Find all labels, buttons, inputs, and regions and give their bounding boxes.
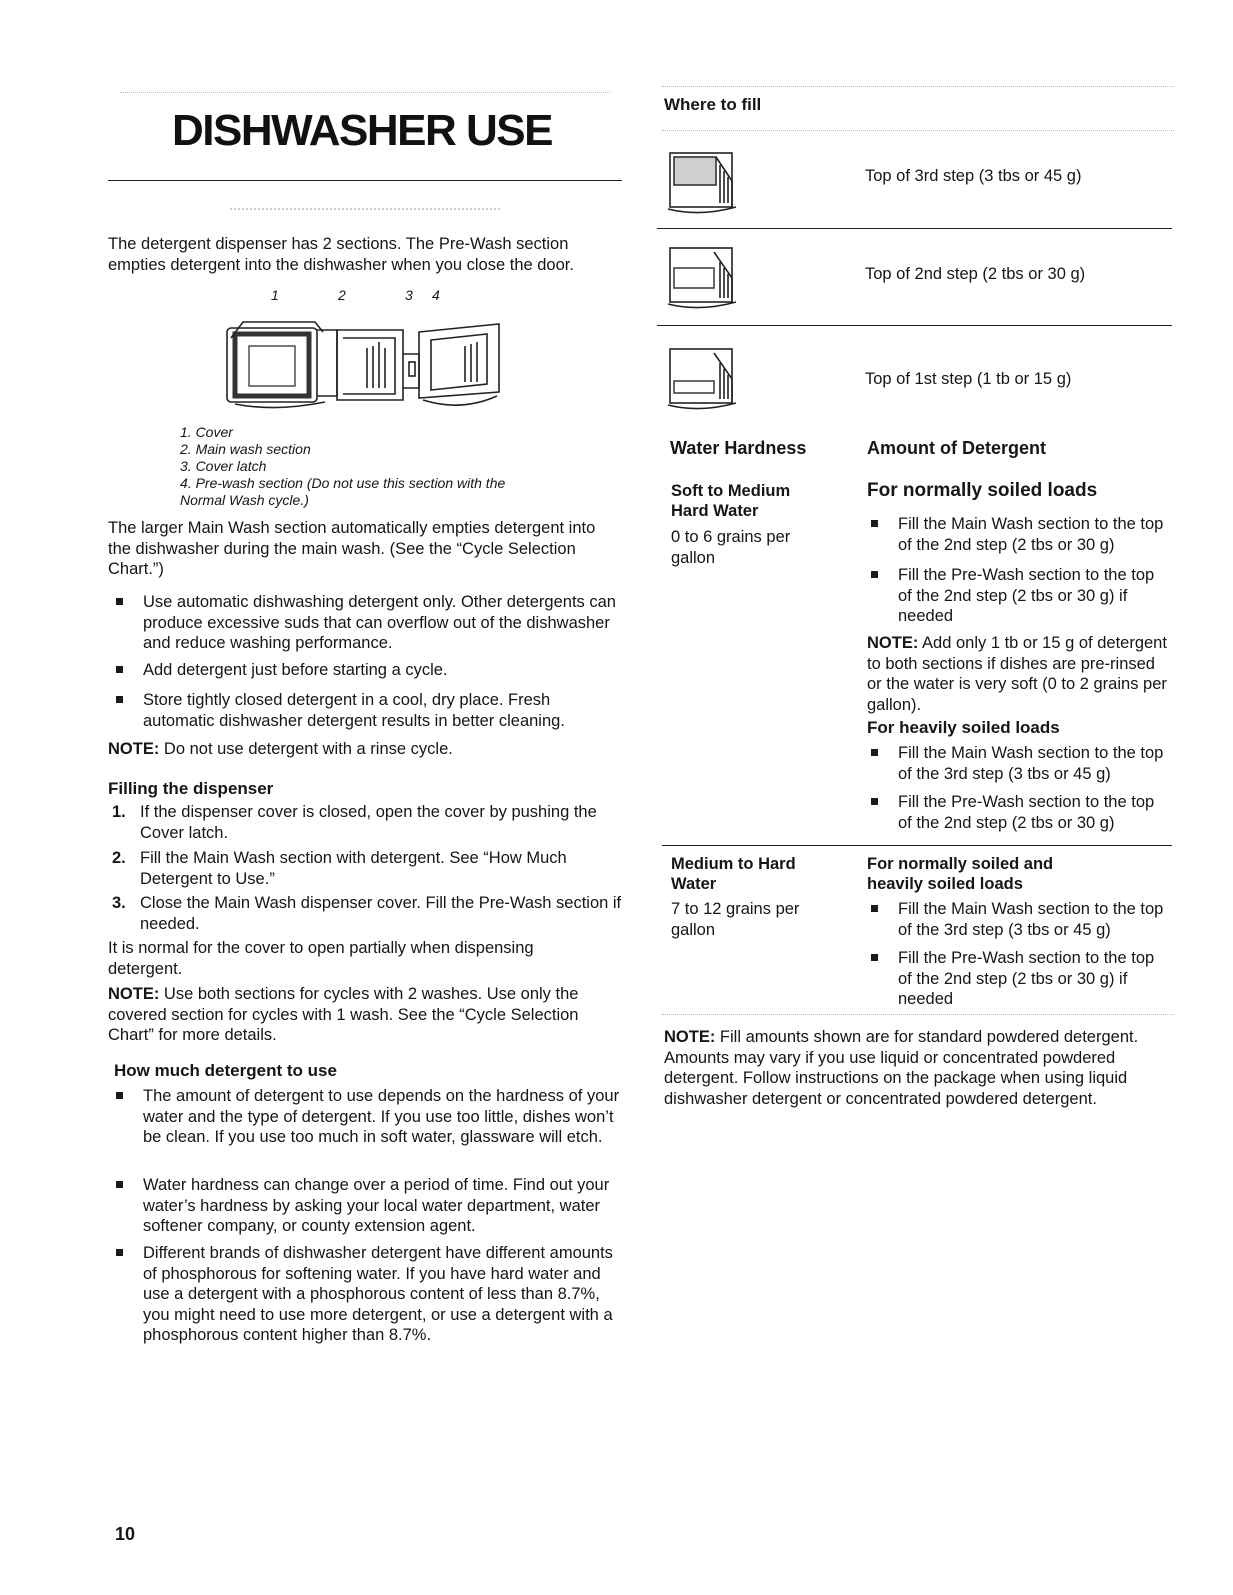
bullet-text: Fill the Main Wash section to the top of the 2nd step (2 tbs or 30 g) [898, 515, 1164, 554]
bullet-text: Fill the Pre-Wash section to the top of the 2nd step (2 tbs or 30 g) [898, 793, 1155, 832]
callout-3: 3 [405, 287, 413, 303]
fill-level-1-icon [664, 343, 754, 411]
figure-label-cover: 1. Cover [180, 424, 233, 440]
page-number: 10 [115, 1524, 136, 1544]
col-header-water-hardness: Water Hardness [670, 438, 807, 458]
bullet-text: Store tightly closed detergent in a cool, dry place. Fresh automatic dishwasher detergent results in better cleaning. [143, 691, 565, 730]
heavy-loads-heading: For heavily soiled loads [867, 718, 1060, 737]
intro-paragraph: The detergent dispenser has 2 sections. The Pre-Wash section empties detergent into the dishwasher when you close the door. [108, 235, 574, 274]
bullet-icon [871, 520, 878, 527]
note-text: Do not use detergent with a rinse cycle. [159, 740, 453, 758]
fill-divider [657, 228, 1172, 229]
normal-open-paragraph: It is normal for the cover to open partially when dispensing detergent. [108, 939, 534, 978]
bullet-icon [116, 598, 123, 605]
note-text: Add only 1 tb or 15 g of detergent to both sections if dishes are pre-rinsed or the water is very soft (0 to 2 grains per gallon). [867, 634, 1167, 714]
normal-loads-heading: For normally soiled loads [867, 480, 1098, 501]
bullet-icon [116, 1092, 123, 1099]
main-wash-paragraph: The larger Main Wash section automatically empties detergent into the dishwasher during the main wash. (See the “Cycle Selection Chart.”) [108, 519, 596, 578]
scan-noise [662, 86, 1174, 87]
bullet-text: Fill the Pre-Wash section to the top of the 2nd step (2 tbs or 30 g) if needed [898, 949, 1155, 1008]
soft-note [867, 633, 1167, 715]
callout-2: 2 [338, 287, 346, 303]
bullet-text: Water hardness can change over a period of time. Find out your water’s hardness by asking your local water department, water softener company, or county extension agent. [143, 1176, 610, 1235]
row-divider [662, 845, 1172, 846]
step-text: Close the Main Wash dispenser cover. Fill the Pre-Wash section if needed. [140, 894, 622, 933]
soft-water-grains: 0 to 6 grains per gallon [671, 528, 791, 567]
scan-noise [662, 130, 1174, 131]
note-label: NOTE: [108, 740, 160, 758]
step-text: If the dispenser cover is closed, open the cover by pushing the Cover latch. [140, 803, 597, 842]
bullet-text: Add detergent just before starting a cycle. [143, 661, 448, 679]
note-fill-amounts [664, 1027, 1179, 1109]
bullet-icon [871, 749, 878, 756]
scan-noise [662, 1014, 1174, 1015]
title-rule [108, 180, 622, 181]
bullet-text: Use automatic dishwashing detergent only. Other detergents can produce excessive suds that can overflow out of the dishwasher and reduce washing performance. [143, 593, 616, 652]
fill-level-2-icon [664, 242, 754, 310]
fill-level-1-text: Top of 1st step (1 tb or 15 g) [865, 370, 1072, 388]
scan-noise [120, 92, 610, 93]
callout-4: 4 [432, 287, 440, 303]
detergent-dispenser-illustration [225, 318, 525, 410]
step-number: 1. [112, 803, 126, 821]
note-text: Fill amounts shown are for standard powdered detergent. Amounts may vary if you use liquid or concentrated powdered detergent. Follow instructions on the package when using liquid dishwasher detergent or concentrated powdered detergent. [664, 1028, 1139, 1108]
note-label: NOTE: [867, 634, 919, 652]
note-rinse [108, 739, 618, 760]
bullet-icon [871, 571, 878, 578]
figure-label-cover-latch: 3. Cover latch [180, 458, 267, 474]
bullet-text: Fill the Main Wash section to the top of the 3rd step (3 tbs or 45 g) [898, 900, 1164, 939]
figure-label-main-wash: 2. Main wash section [180, 441, 311, 457]
note-label: NOTE: [108, 985, 160, 1003]
bullet-icon [116, 696, 123, 703]
bullet-icon [871, 954, 878, 961]
fill-level-2-text: Top of 2nd step (2 tbs or 30 g) [865, 265, 1086, 283]
fill-level-3-text: Top of 3rd step (3 tbs or 45 g) [865, 167, 1082, 185]
step-text: Fill the Main Wash section with detergent. See “How Much Detergent to Use.” [140, 849, 567, 888]
bullet-icon [871, 798, 878, 805]
how-much-heading: How much detergent to use [114, 1061, 337, 1080]
figure-label-pre-wash: 4. Pre-wash section (Do not use this section with the Normal Wash cycle.) [180, 475, 506, 508]
step-number: 2. [112, 849, 126, 867]
note-text: Use both sections for cycles with 2 washes. Use only the covered section for cycles with 1 wash. See the “Cycle Selection Chart” for more details. [108, 985, 579, 1044]
fill-divider [657, 325, 1172, 326]
callout-1: 1 [271, 287, 279, 303]
note-both-sections [108, 984, 628, 1046]
soft-water-label: Soft to Medium Hard Water [671, 482, 791, 520]
filling-heading: Filling the dispenser [108, 779, 274, 798]
hard-water-label: Medium to Hard Water [671, 855, 796, 893]
fill-level-3-icon [664, 147, 754, 215]
hard-loads-heading: For normally soiled and heavily soiled loads [867, 855, 1054, 893]
bullet-text: Different brands of dishwasher detergent have different amounts of phosphorous for softening water. If you have hard water and use a detergent with a phosphorous content of less than 8.7%, you might need to use more detergent, or use a detergent with a phosphorous content higher than 8.7%. [143, 1244, 613, 1344]
step-number: 3. [112, 894, 126, 912]
bullet-icon [116, 666, 123, 673]
bullet-text: Fill the Main Wash section to the top of the 3rd step (3 tbs or 45 g) [898, 744, 1164, 783]
note-label: NOTE: [664, 1028, 716, 1046]
col-header-amount: Amount of Detergent [867, 438, 1046, 458]
bullet-text: Fill the Pre-Wash section to the top of the 2nd step (2 tbs or 30 g) if needed [898, 566, 1155, 625]
where-to-fill-heading: Where to fill [664, 95, 762, 114]
bullet-text: The amount of detergent to use depends on the hardness of your water and the type of detergent. If you use too little, dishes won’t be clean. If you use too much in soft water, glassware will etch. [143, 1087, 620, 1146]
hard-water-grains: 7 to 12 grains per gallon [671, 900, 800, 939]
bullet-icon [116, 1181, 123, 1188]
page-title: DISHWASHER USE [172, 106, 552, 155]
bullet-icon [116, 1249, 123, 1256]
faded-heading-noise [230, 208, 500, 210]
bullet-icon [871, 905, 878, 912]
